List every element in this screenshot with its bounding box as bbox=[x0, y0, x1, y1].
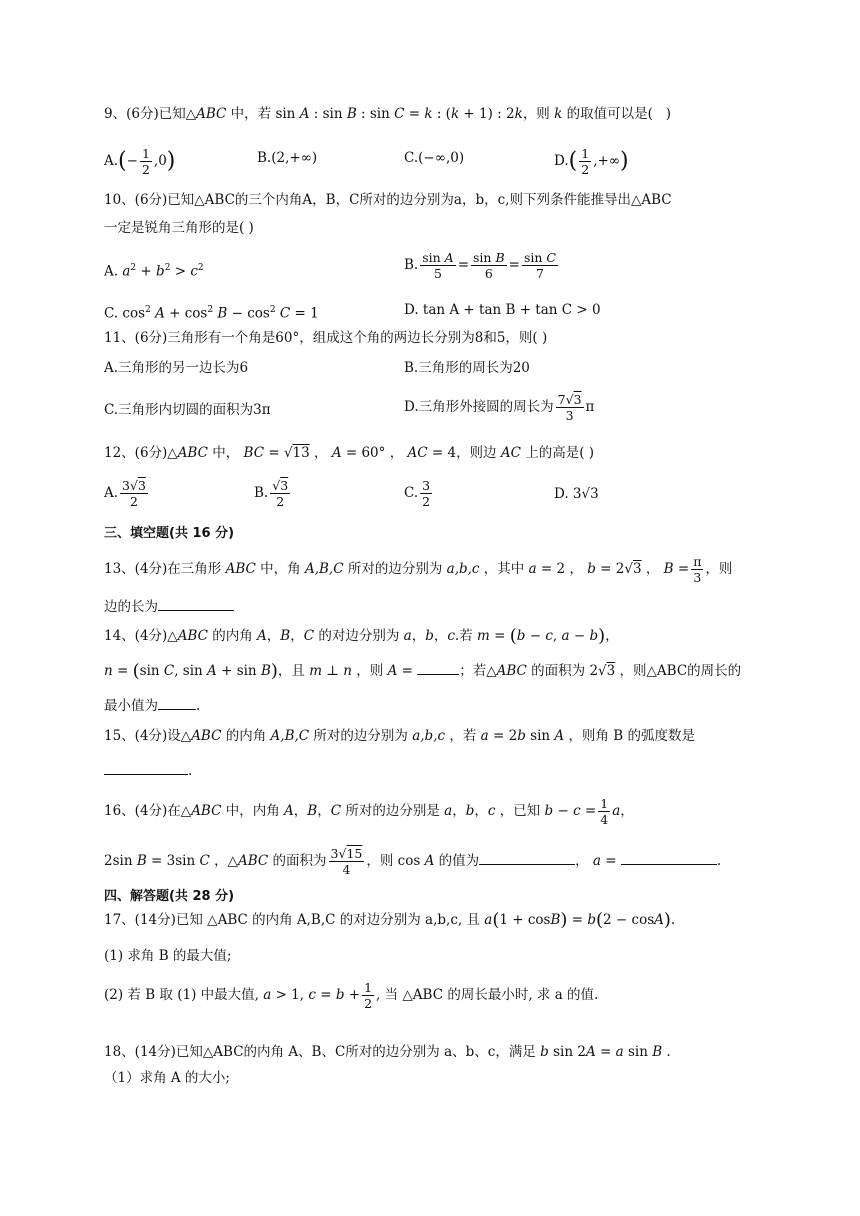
question-9-option-d: D.( $\frac{1}{2}$ ,+∞) bbox=[554, 146, 629, 177]
question-11-option-b: B.三角形的周长为20 bbox=[404, 360, 530, 376]
question-16-line2: 2sin B = 3sin C ，△ABC 的面积为 $\frac{3√15}{4}$ ，则 cos A 的值为 ， a = . bbox=[104, 846, 722, 877]
question-14-line2: n = (sin C, sin A + sin B)，且 m ⊥ n ，则 A = ；若△ABC 的面积为 2√3 ，则△ABC的周长的 bbox=[104, 660, 742, 682]
question-12-option-b: B. $\frac{√3}{2}$ bbox=[254, 478, 289, 509]
question-12-stem: 12、(6分)△ABC 中， BC = √13 ， A = 60° ， AC = 4，则边 AC 上的高是( ) bbox=[104, 445, 595, 461]
answer-blank[interactable] bbox=[621, 850, 717, 865]
section-4-heading: 四、解答题(共 28 分) bbox=[104, 889, 235, 904]
question-11-option-d: D.三角形外接圆的周长为 $\frac{7√3}{3}$ π bbox=[404, 392, 595, 423]
question-9-option-c: C.(−∞,0) bbox=[404, 150, 465, 166]
answer-blank[interactable] bbox=[158, 596, 234, 611]
question-10-option-d: D. tan A + tan B + tan C > 0 bbox=[404, 302, 601, 318]
question-15-line1: 15、(4分)设△ABC 的内角 A,B,C 所对的边分别为 a,b,c ，若 a = 2b sin A ，则角 B 的弧度数是 bbox=[104, 728, 695, 744]
question-12-option-c: C. $\frac{3}{2}$ bbox=[404, 478, 431, 509]
question-11-option-c: C.三角形内切圆的面积为3π bbox=[104, 402, 271, 418]
question-10-option-c: C. $\cos^2 A + \cos^2 B - \cos^2 C = 1$ bbox=[104, 305, 319, 322]
question-12-option-a: A. $\frac{3√3}{2}$ bbox=[104, 478, 146, 509]
question-9-stem: 9、(6分)已知△ABC 中，若 sin A : sin B : sin C = k : (k + 1) : 2k，则 k 的取值可以是( ) bbox=[104, 106, 671, 122]
question-11-option-a: A.三角形的另一边长为6 bbox=[104, 360, 249, 376]
question-12-option-d: D. 3√3 bbox=[554, 486, 599, 502]
answer-blank[interactable] bbox=[104, 760, 188, 775]
question-14-line3: 最小值为 . bbox=[104, 695, 200, 716]
question-13-line1: 13、(4分)在三角形 ABC 中，角 A,B,C 所对的边分别为 a,b,c ，其中 a = 2 ， b = 2√3 ， B = $\frac{\pi}{3}$ ，则 bbox=[104, 554, 733, 585]
question-10-option-a: A. $a^2 + b^2 > c^2$ bbox=[104, 263, 204, 280]
question-14-line1: 14、(4分)△ABC 的内角 A，B，C 的对边分别为 a，b，c.若 m = (b − c, a − b)， bbox=[104, 625, 619, 647]
question-10-stem-line1: 10、(6分)已知△ABC的三个内角A，B，C所对的边分别为a，b，c,则下列条件能推导出△ABC bbox=[104, 192, 672, 208]
answer-blank[interactable] bbox=[158, 695, 196, 710]
question-9-option-a: A.(− $\frac{1}{2}$ ,0) bbox=[104, 146, 176, 177]
question-15-line2: . bbox=[104, 760, 192, 781]
question-17-line1: 17、(14分)已知 △ABC 的内角 A,B,C 的对边分别为 a,b,c, 且 a(1 + cosB) = b(2 − cosA). bbox=[104, 909, 676, 931]
question-9-option-b: B.(2,+∞) bbox=[257, 150, 318, 166]
question-18-sub1: （1）求角 A 的大小; bbox=[104, 1070, 230, 1086]
section-3-heading: 三、填空题(共 16 分) bbox=[104, 526, 235, 541]
question-18-line1: 18、(14分)已知△ABC的内角 A、B、C所对的边分别为 a、b、c，满足 b sin 2A = a sin B . bbox=[104, 1044, 671, 1060]
question-16-line1: 16、(4分)在△ABC 中，内角 A，B，C 所对的边分别是 a，b，c ，已知 b − c = $\frac{1}{4}$ a， bbox=[104, 796, 634, 827]
question-10-option-b: B. $\frac{\text{sin A}}{5}$ = $\frac{\text{sin B}}{6}$ = $\frac{\text{sin C}}{7}$ bbox=[404, 250, 556, 281]
question-17-sub1: (1) 求角 B 的最大值; bbox=[104, 948, 232, 964]
question-13-line2: 边的长为 bbox=[104, 596, 234, 617]
answer-blank[interactable] bbox=[479, 850, 575, 865]
question-11-stem: 11、(6分)三角形有一个角是60°，组成这个角的两边长分别为8和5，则( ) bbox=[104, 330, 548, 346]
answer-blank[interactable] bbox=[417, 660, 459, 675]
question-10-stem-line2: 一定是锐角三角形的是( ) bbox=[104, 220, 254, 236]
question-17-sub2: (2) 若 B 取 (1) 中最大值, a > 1, c = b + $\frac{1}{2}$ , 当 △ABC 的周长最小时, 求 a 的值. bbox=[104, 980, 599, 1011]
